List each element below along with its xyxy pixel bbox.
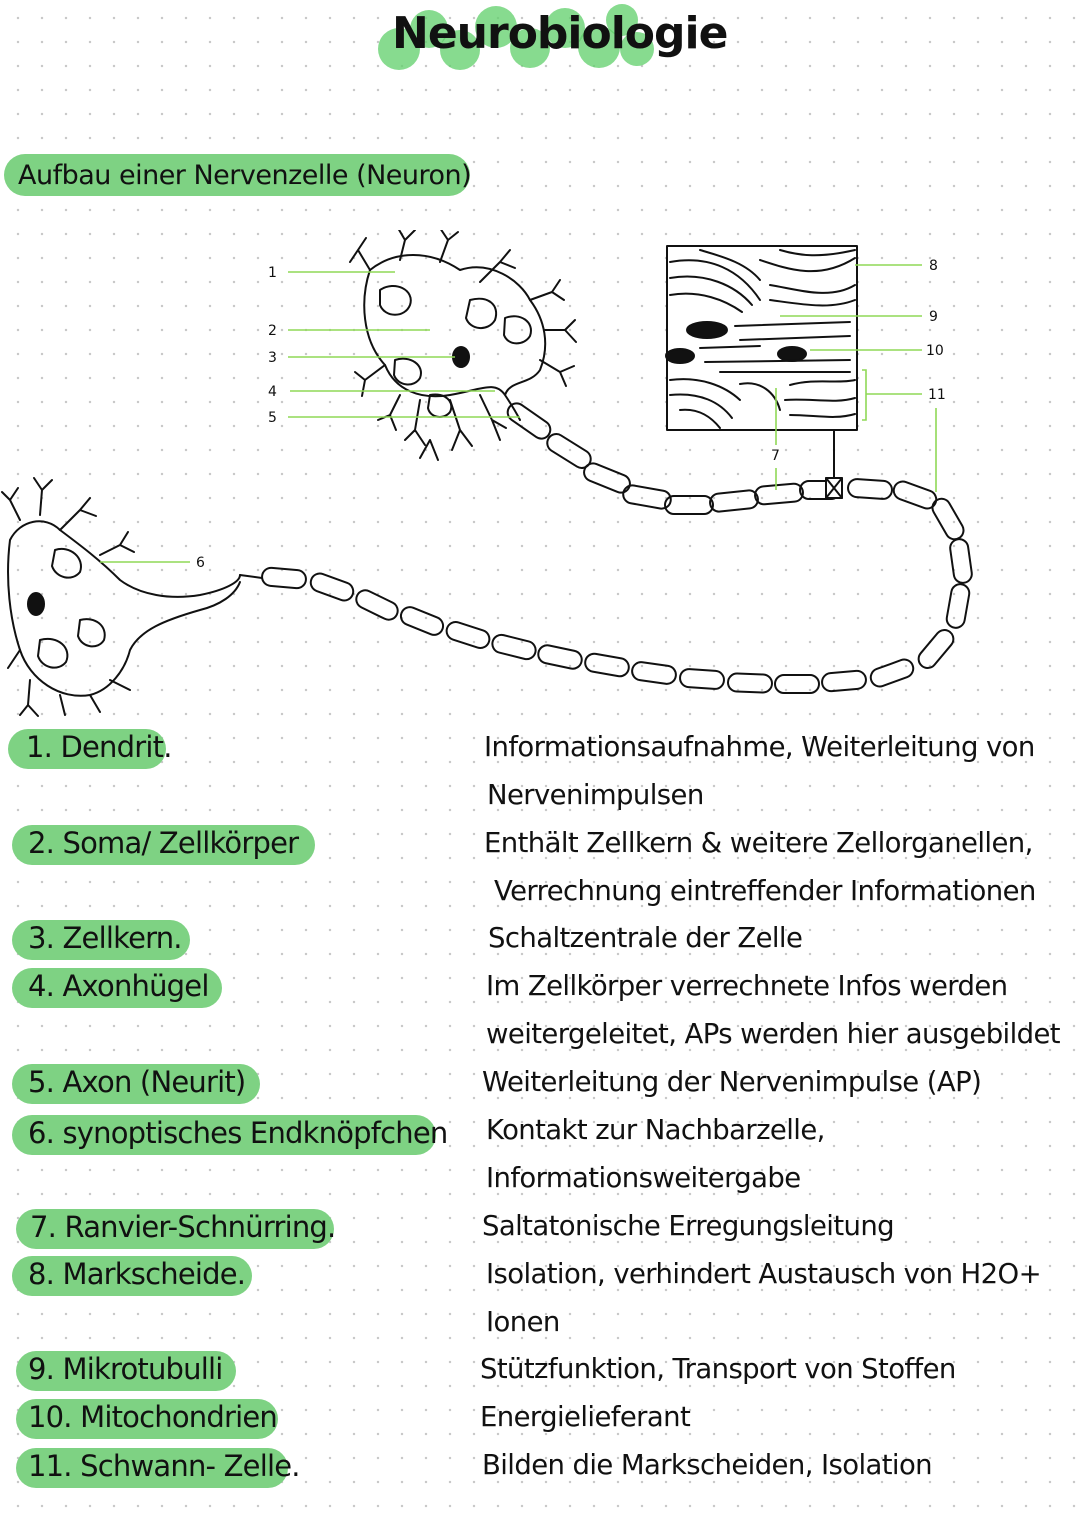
def-markscheide-line1: Isolation, verhindert Austausch von H2O+ xyxy=(486,1258,1042,1290)
term-zellkern: 3. Zellkern. xyxy=(28,921,182,955)
term-ranvier: 7. Ranvier-Schnürring. xyxy=(30,1210,336,1244)
label-6: 6 xyxy=(196,555,205,571)
label-2: 2 xyxy=(268,323,277,339)
def-zellkern: Schaltzentrale der Zelle xyxy=(488,922,803,954)
term-mikrotubulli: 9. Mikrotubulli xyxy=(28,1352,223,1386)
def-dendrit-line2: Nervenimpulsen xyxy=(487,779,704,811)
upper-dendrites xyxy=(350,230,576,460)
section-heading: Aufbau einer Nervenzelle (Neuron) xyxy=(18,160,472,191)
neuron-diagram xyxy=(0,230,1080,720)
label-1: 1 xyxy=(268,265,277,281)
term-mitochondrien: 10. Mitochondrien xyxy=(28,1400,277,1434)
term-axonhuegel: 4. Axonhügel xyxy=(28,969,209,1003)
page-title: Neurobiologie xyxy=(392,8,728,59)
term-soma: 2. Soma/ Zellkörper xyxy=(28,826,299,860)
def-schwann: Bilden die Markscheiden, Isolation xyxy=(482,1449,933,1481)
def-axonhuegel-line2: weitergeleitet, APs werden hier ausgebildet xyxy=(486,1018,1060,1050)
def-endknoepfchen-line1: Kontakt zur Nachbarzelle, xyxy=(486,1114,825,1146)
term-schwann: 11. Schwann- Zelle. xyxy=(28,1449,300,1483)
term-markscheide: 8. Markscheide. xyxy=(28,1257,246,1291)
myelin-zoom-box xyxy=(667,246,857,430)
upper-nucleus xyxy=(453,347,469,367)
term-endknoepfchen: 6. synoptisches Endknöpfchen xyxy=(28,1116,448,1150)
def-ranvier: Saltatonische Erregungsleitung xyxy=(482,1210,895,1242)
term-axon: 5. Axon (Neurit) xyxy=(28,1065,246,1099)
def-dendrit-line1: Informationsaufnahme, Weiterleitung von xyxy=(484,731,1035,763)
label-3: 3 xyxy=(268,350,277,366)
term-dendrit: 1. Dendrit. xyxy=(26,730,172,764)
label-5: 5 xyxy=(268,410,277,426)
def-mitochondrien: Energielieferant xyxy=(480,1401,691,1433)
def-axonhuegel-line1: Im Zellkörper verrechnete Infos werden xyxy=(486,970,1008,1002)
label-11: 11 xyxy=(928,387,946,403)
label-8: 8 xyxy=(929,258,938,274)
upper-soma xyxy=(364,255,545,420)
def-soma-line2: Verrechnung eintreffender Informationen xyxy=(494,875,1036,907)
def-mikrotubulli: Stützfunktion, Transport von Stoffen xyxy=(480,1353,956,1385)
def-markscheide-line2: Ionen xyxy=(486,1306,560,1338)
label-4: 4 xyxy=(268,384,277,400)
label-10: 10 xyxy=(926,343,944,359)
def-soma-line1: Enthält Zellkern & weitere Zellorganellen, xyxy=(484,827,1033,859)
lower-nucleus xyxy=(28,593,44,615)
myelin-sheath xyxy=(261,400,973,693)
label-9: 9 xyxy=(929,309,938,325)
def-axon: Weiterleitung der Nervenimpulse (AP) xyxy=(482,1066,982,1098)
def-endknoepfchen-line2: Informationsweitergabe xyxy=(486,1162,801,1194)
label-7: 7 xyxy=(771,448,780,464)
